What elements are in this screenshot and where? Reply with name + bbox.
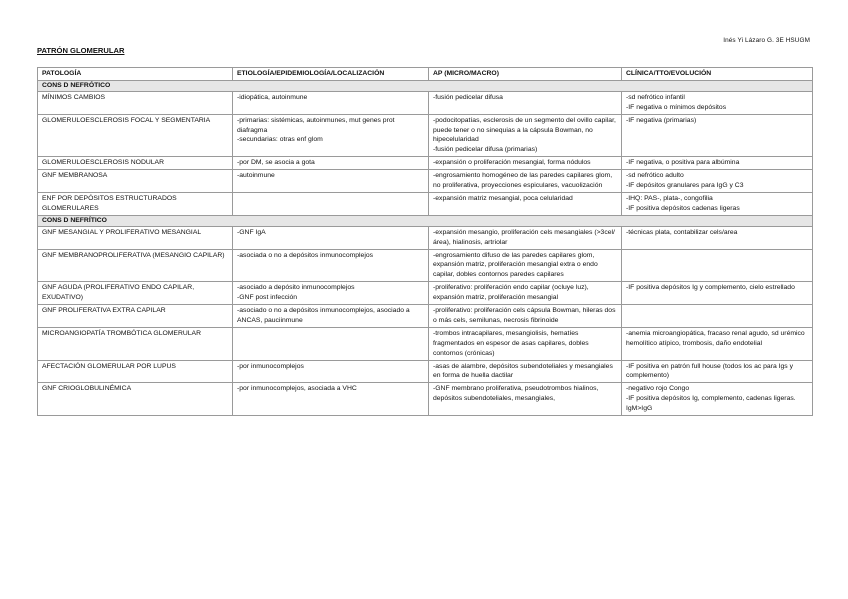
- ap-cell: [429, 91, 622, 114]
- etiology-cell: [233, 282, 429, 305]
- cell-line: -fusión pedicelar difusa: [433, 93, 503, 101]
- ap-cell: [429, 305, 622, 328]
- clinical-cell: [622, 226, 813, 249]
- cell-line: -por inmunocomplejos, asociada a VHC: [237, 385, 357, 393]
- pathology-cell: ENF POR DEPÓSITOS ESTRUCTURADOS GLOMERULARES: [38, 192, 233, 215]
- table-row: [38, 383, 813, 416]
- etiology-cell: [233, 226, 429, 249]
- clinical-cell: [622, 383, 813, 416]
- cell-line: -idiopática, autoinmune: [237, 93, 308, 101]
- etiology-cell: [233, 249, 429, 282]
- cell-line: -por inmunocomplejos: [237, 362, 304, 370]
- etiology-cell: [233, 327, 429, 360]
- cell-line: -negativo rojo Congo: [626, 385, 690, 393]
- cell-line: -asociada o no a depósitos inmunocomplejos: [237, 251, 374, 259]
- clinical-cell: [622, 282, 813, 305]
- clinical-cell: [622, 360, 813, 383]
- cell-line: -sd nefrótico infantil: [626, 93, 685, 101]
- section-row-nefritico: [38, 215, 813, 226]
- table-row: [38, 327, 813, 360]
- clinical-cell: [622, 192, 813, 215]
- etiology-cell: [233, 114, 429, 157]
- ap-cell: [429, 327, 622, 360]
- clinical-cell: [622, 305, 813, 328]
- section-row-nefrotico: [38, 80, 813, 91]
- page-title: PATRÓN GLOMERULAR: [37, 46, 125, 55]
- cell-line: -expansión o proliferación mesangial, forma nódulos: [433, 159, 591, 167]
- cell-line: -trombos intracapilares, mesangiolisis, hematíes fragmentados en espesor de asas capilares, dobles contornos (crónicas): [433, 329, 589, 357]
- pathology-cell: AFECTACIÓN GLOMERULAR POR LUPUS: [38, 360, 233, 383]
- clinical-cell: [622, 91, 813, 114]
- ap-cell: [429, 192, 622, 215]
- table-row: [38, 170, 813, 193]
- clinical-cell: [622, 157, 813, 170]
- cell-line: -IF positiva depósitos Ig y complemento, cielo estrellado: [626, 284, 795, 292]
- ap-cell: [429, 157, 622, 170]
- cell-line: -anemia microangiopática, fracaso renal agudo, sd urémico hemolítico atípico, trombosis, daño endotelial: [626, 329, 805, 347]
- clinical-cell: [622, 327, 813, 360]
- ap-cell: [429, 114, 622, 157]
- ap-cell: [429, 360, 622, 383]
- cell-line: -IF negativa, o positiva para albúmina: [626, 159, 740, 167]
- table-row: [38, 192, 813, 215]
- etiology-cell: [233, 192, 429, 215]
- pathology-table: [37, 67, 813, 416]
- cell-line: -IF positiva depósitos cadenas ligeras: [626, 204, 740, 212]
- column-header-patologia: PATOLOGÍA: [38, 68, 233, 81]
- table-body: [38, 80, 813, 415]
- cell-line: -asociado o no a depósitos inmunocomplejos, asociado a ANCAS, pauciinmune: [237, 307, 410, 324]
- cell-line: -por DM, se asocia a gota: [237, 159, 315, 167]
- cell-line: -autoinmune: [237, 172, 275, 180]
- pathology-cell: GNF PROLIFERATIVA EXTRA CAPILAR: [38, 305, 233, 328]
- cell-line: -engrosamiento difuso de las paredes capilares glom, expansión matriz, proliferación mesangial extra o endo capilar, dobles contornos paredes capilares: [433, 251, 598, 279]
- ap-cell: [429, 226, 622, 249]
- pathology-cell: MICROANGIOPATÍA TROMBÓTICA GLOMERULAR: [38, 327, 233, 360]
- cell-line: -IHQ: PAS-, plata-, congofilia: [626, 194, 713, 202]
- pathology-cell: GNF MEMBRANOSA: [38, 170, 233, 193]
- column-header-etiologia: ETIOLOGÍA/EPIDEMIOLOGÍA/LOCALIZACIÓN: [233, 68, 429, 81]
- cell-line: -GNF IgA: [237, 228, 266, 236]
- cell-line: -expansión mesangio, proliferación cels mesangiales (>3cel/área), hialinosis, artriolar: [433, 228, 615, 246]
- cell-line: -engrosamiento homogéneo de las paredes capilares glom, no proliferativa, proyecciones espiculares, vacuolización: [433, 172, 613, 190]
- header-row: [38, 68, 813, 81]
- cell-line: -expansión matriz mesangial, poca celularidad: [433, 194, 573, 202]
- ap-cell: [429, 249, 622, 282]
- ap-cell: [429, 170, 622, 193]
- table-row: [38, 305, 813, 328]
- cell-line: -GNF membrano proliferativa, pseudotrombos hialinos, depósitos subendoteliales, mesangiales,: [433, 385, 599, 403]
- cell-line: -IF depósitos granulares para IgG y C3: [626, 182, 744, 190]
- table-row: [38, 282, 813, 305]
- etiology-cell: [233, 360, 429, 383]
- table-row: [38, 360, 813, 383]
- table-row: [38, 157, 813, 170]
- cell-line: -fusión pedicelar difusa (primarias): [433, 146, 538, 154]
- ap-cell: [429, 282, 622, 305]
- table-row: [38, 249, 813, 282]
- cell-line: -técnicas plata, contabilizar cels/area: [626, 228, 738, 236]
- clinical-cell: [622, 249, 813, 282]
- etiology-cell: [233, 383, 429, 416]
- etiology-cell: [233, 170, 429, 193]
- section-label: CONS D NEFRÓTICO: [38, 80, 813, 91]
- pathology-cell: GLOMERULOESCLEROSIS FOCAL Y SEGMENTARIA: [38, 114, 233, 157]
- cell-line: -proliferativo: proliferación endo capilar (ocluye luz), expansión matriz, proliferación mesangial: [433, 284, 589, 302]
- ap-cell: [429, 383, 622, 416]
- cell-line: -proliferativo: proliferación cels cápsula Bowman, hileras dos o más cels, semilunas, necrosis fibrinoide: [433, 307, 616, 324]
- etiology-cell: [233, 91, 429, 114]
- section-label: CONS D NEFRÍTICO: [38, 215, 813, 226]
- clinical-cell: [622, 170, 813, 193]
- cell-line: -IF positiva depósitos Ig, complemento, cadenas ligeras. IgM>IgG: [626, 395, 796, 413]
- clinical-cell: [622, 114, 813, 157]
- cell-line: -secundarias: otras enf glom: [237, 136, 323, 144]
- table-row: [38, 114, 813, 157]
- cell-line: -asas de alambre, depósitos subendoteliales y mesangiales en forma de huella dactilar: [433, 362, 613, 380]
- table-row: [38, 226, 813, 249]
- pathology-cell: GLOMERULOESCLEROSIS NODULAR: [38, 157, 233, 170]
- pathology-cell: MÍNIMOS CAMBIOS: [38, 91, 233, 114]
- cell-line: -IF negativa (primarias): [626, 116, 697, 124]
- pathology-cell: GNF AGUDA (PROLIFERATIVO ENDO CAPILAR, EXUDATIVO): [38, 282, 233, 305]
- cell-line: -sd nefrótico adulto: [626, 172, 684, 180]
- cell-line: -IF negativa o mínimos depósitos: [626, 103, 727, 111]
- table-row: [38, 91, 813, 114]
- column-header-ap: AP (MICRO/MACRO): [429, 68, 622, 81]
- etiology-cell: [233, 305, 429, 328]
- cell-line: -podocitopatías, esclerosis de un segmento del ovillo capilar, puede tener o no sinequias a la cápsula Bowman, no hipecelularidad: [433, 116, 616, 144]
- cell-line: -asociado a depósito inmunocomplejos: [237, 284, 355, 292]
- pathology-cell: GNF CRIOGLOBULINÉMICA: [38, 383, 233, 416]
- cell-line: -primarias: sistémicas, autoinmunes, mut genes prot diafragma: [237, 116, 395, 134]
- cell-line: -IF positiva en patrón full house (todos los ac para Igs y complemento): [626, 362, 793, 380]
- column-header-clinica: CLÍNICA/TTO/EVOLUCIÓN: [622, 68, 813, 81]
- author-note: Inés Yi Lázaro G. 3E HSUGM: [723, 37, 810, 44]
- pathology-cell: GNF MESANGIAL Y PROLIFERATIVO MESANGIAL: [38, 226, 233, 249]
- etiology-cell: [233, 157, 429, 170]
- cell-line: -GNF post infección: [237, 294, 298, 302]
- pathology-cell: GNF MEMBRANOPROLIFERATIVA (MESANGIO CAPILAR): [38, 249, 233, 282]
